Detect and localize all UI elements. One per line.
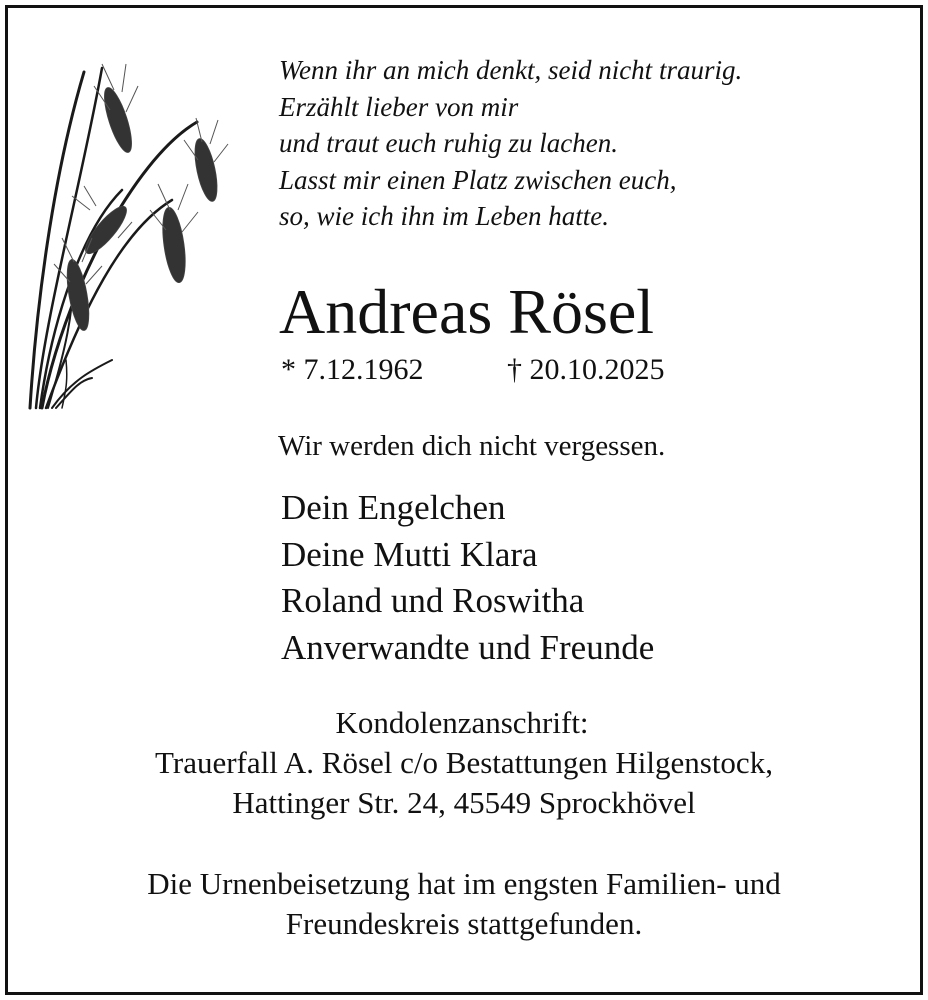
memorial-poem [279,52,742,235]
mourner-name: Roland und Roswitha [281,581,585,620]
birth-date: * 7.12.1962 [281,353,424,386]
poem-line: Lasst mir einen Platz zwischen euch, [279,164,677,195]
condolence-address [0,703,928,823]
poem-line: Wenn ihr an mich denkt, seid nicht traurig. [279,55,743,85]
farewell-motto: Wir werden dich nicht vergessen. [278,430,666,462]
poem-line: und traut euch ruhig zu lachen. [279,128,618,158]
death-date: † 20.10.2025 [507,353,665,386]
condolence-line: Hattinger Str. 24, 45549 Sprockhövel [232,785,696,820]
mourner-name: Dein Engelchen [281,488,506,527]
mourner-name: Deine Mutti Klara [281,534,538,574]
mourner-name: Anverwandte und Freunde [281,627,655,667]
condolence-heading: Kondolenzanschrift: [335,705,589,740]
poem-line: Erzählt lieber von mir [279,91,519,122]
burial-note [0,864,928,944]
poem-line: so, wie ich ihn im Leben hatte. [279,201,609,231]
burial-note-line: Freundeskreis stattgefunden. [285,906,643,941]
burial-note-line: Die Urnenbeisetzung hat im engsten Familien- und [147,866,781,901]
deceased-name: Andreas Rösel [279,276,655,347]
wheat-ears-icon [22,60,237,410]
condolence-line: Trauerfall A. Rösel c/o Bestattungen Hilgenstock, [155,745,773,780]
mourners-list [281,485,654,671]
